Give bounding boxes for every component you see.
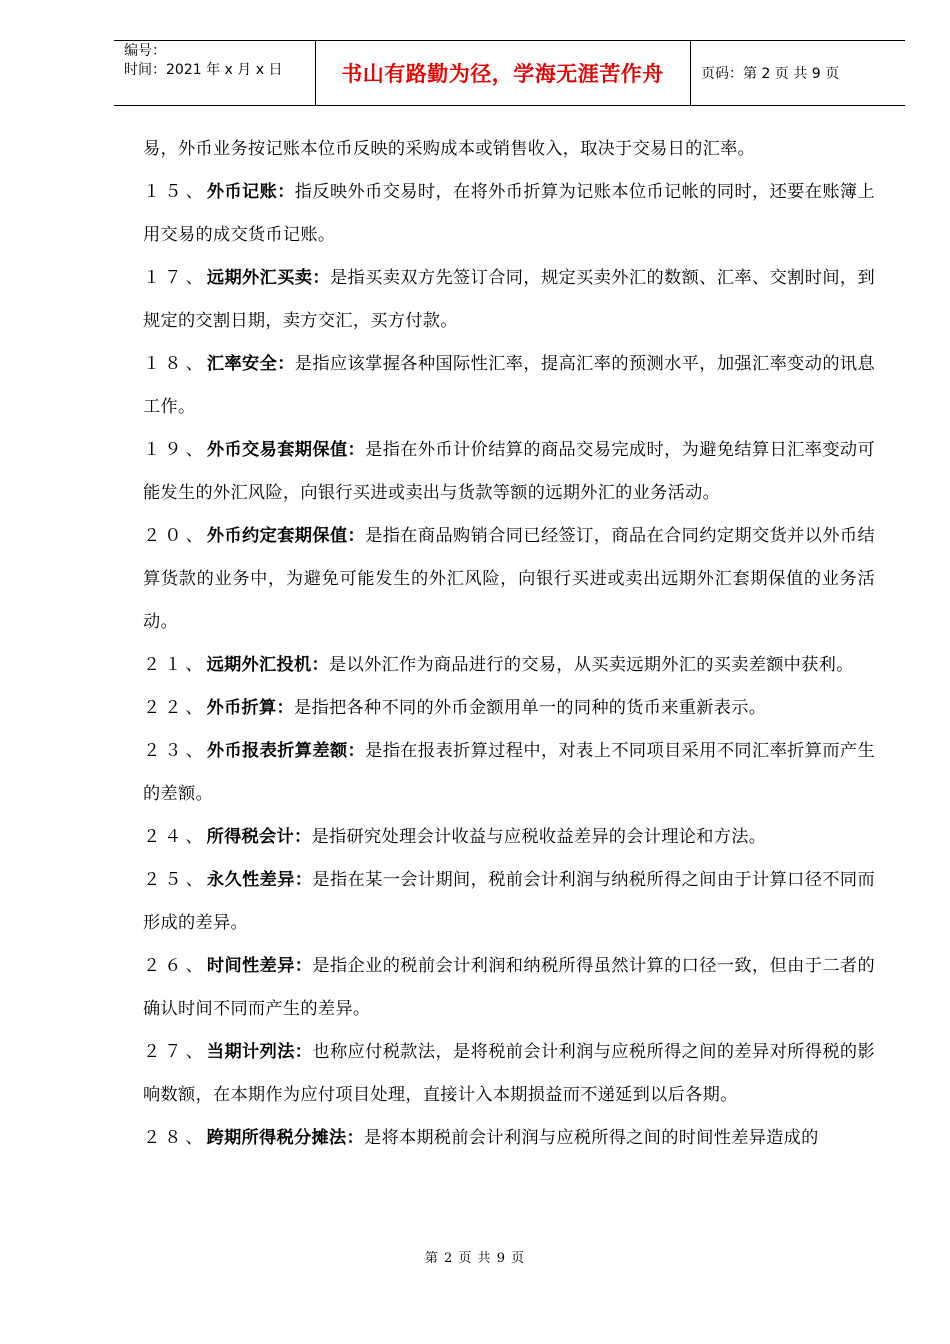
definition-item xyxy=(143,343,875,429)
item-term: 跨期所得税分摊法： xyxy=(206,1128,364,1148)
item-term: 永久性差异： xyxy=(206,870,313,890)
item-number: ２３、 xyxy=(143,741,207,761)
lead-paragraph: 易，外币业务按记账本位币反映的采购成本或销售收入，取决于交易日的汇率。 xyxy=(143,139,756,159)
item-number: ２４、 xyxy=(143,827,207,847)
item-number: ２１、 xyxy=(143,655,207,675)
item-number: ２５、 xyxy=(143,870,207,890)
definition-item xyxy=(143,730,875,816)
item-number: １５、 xyxy=(143,182,207,202)
item-term: 外币折算： xyxy=(206,698,295,718)
item-number: ２６、 xyxy=(143,956,207,976)
item-term: 外币报表折算差额： xyxy=(206,741,366,761)
definition-item xyxy=(143,257,875,343)
header-motto: 书山有路勤为径，学海无涯苦作舟 xyxy=(341,62,664,86)
item-term: 时间性差异： xyxy=(206,956,313,976)
item-number: １８、 xyxy=(143,354,207,374)
item-definition: 是指在商品购销合同已经签订，商品在合同约定期交货并以外币结算货款的业务中，为避免可能发生的外汇风险，向银行买进或卖出远期外汇套期保值的业务活动。 xyxy=(143,526,875,632)
item-definition: 是指在报表折算过程中，对表上不同项目采用不同汇率折算而产生的差额。 xyxy=(143,741,875,804)
item-term: 所得税会计： xyxy=(206,827,312,847)
definition-item xyxy=(143,945,875,1031)
item-number: １９、 xyxy=(143,440,207,460)
definition-item xyxy=(143,687,875,730)
item-number: ２７、 xyxy=(143,1042,207,1062)
item-term: 外币记账： xyxy=(206,182,295,202)
item-definition: 是指应该掌握各种国际性汇率，提高汇率的预测水平，加强汇率变动的讯息工作。 xyxy=(143,354,875,417)
item-definition: 是以外汇作为商品进行的交易，从买卖远期外汇的买卖差额中获利。 xyxy=(329,655,854,675)
item-number: ２８、 xyxy=(143,1128,207,1148)
item-definition: 是指研究处理会计收益与应税收益差异的会计理论和方法。 xyxy=(311,827,767,847)
item-term: 外币交易套期保值： xyxy=(206,440,366,460)
page-footer: 第 2 页 共 9 页 xyxy=(424,1251,526,1266)
item-definition: 是指企业的税前会计利润和纳税所得虽然计算的口径一致，但由于二者的确认时间不同而产生的差异。 xyxy=(143,956,875,1019)
item-number: ２０、 xyxy=(143,526,207,546)
code-label: 编号： xyxy=(124,43,166,59)
item-definition: 也称应付税款法，是将税前会计利润与应税所得之间的差异对所得税的影响数额，在本期作为应付项目处理，直接计入本期损益而不递延到以后各期。 xyxy=(143,1042,875,1105)
definition-item xyxy=(143,171,875,257)
item-number: １７、 xyxy=(143,268,207,288)
item-definition: 指反映外币交易时，在将外币折算为记账本位币记帐的同时，还要在账簿上用交易的成交货币记账。 xyxy=(143,182,875,245)
document-body xyxy=(143,128,875,1160)
item-definition: 是指买卖双方先签订合同，规定买卖外汇的数额、汇率、交割时间，到规定的交割日期，卖方交汇，买方付款。 xyxy=(143,268,875,331)
item-term: 当期计列法： xyxy=(206,1042,313,1062)
header-meta xyxy=(114,41,315,105)
item-definition: 是将本期税前会计利润与应税所得之间的时间性差异造成的 xyxy=(363,1128,819,1148)
item-term: 汇率安全： xyxy=(206,354,295,374)
item-term: 外币约定套期保值： xyxy=(206,526,366,546)
definition-item xyxy=(143,1117,875,1160)
definition-item xyxy=(143,515,875,644)
item-definition: 是指把各种不同的外币金额用单一的同种的货币来重新表示。 xyxy=(294,698,767,718)
definition-item xyxy=(143,1031,875,1117)
page-header xyxy=(114,40,905,106)
item-definition: 是指在外币计价结算的商品交易完成时，为避免结算日汇率变动可能发生的外汇风险，向银行买进或卖出与货款等额的远期外汇的业务活动。 xyxy=(143,440,875,503)
definition-list xyxy=(143,171,875,1160)
item-number: ２２、 xyxy=(143,698,207,718)
definition-item xyxy=(143,859,875,945)
definition-item xyxy=(143,429,875,515)
definition-item xyxy=(143,816,875,859)
item-definition: 是指在某一会计期间，税前会计利润与纳税所得之间由于计算口径不同而形成的差异。 xyxy=(143,870,875,933)
header-page-label: 页码：第 2 页 共 9 页 xyxy=(701,66,840,82)
definition-item xyxy=(143,644,875,687)
item-term: 远期外汇投机： xyxy=(206,655,329,675)
item-term: 远期外汇买卖： xyxy=(206,268,330,288)
time-label: 时间：2021 年 x 月 x 日 xyxy=(124,62,283,78)
